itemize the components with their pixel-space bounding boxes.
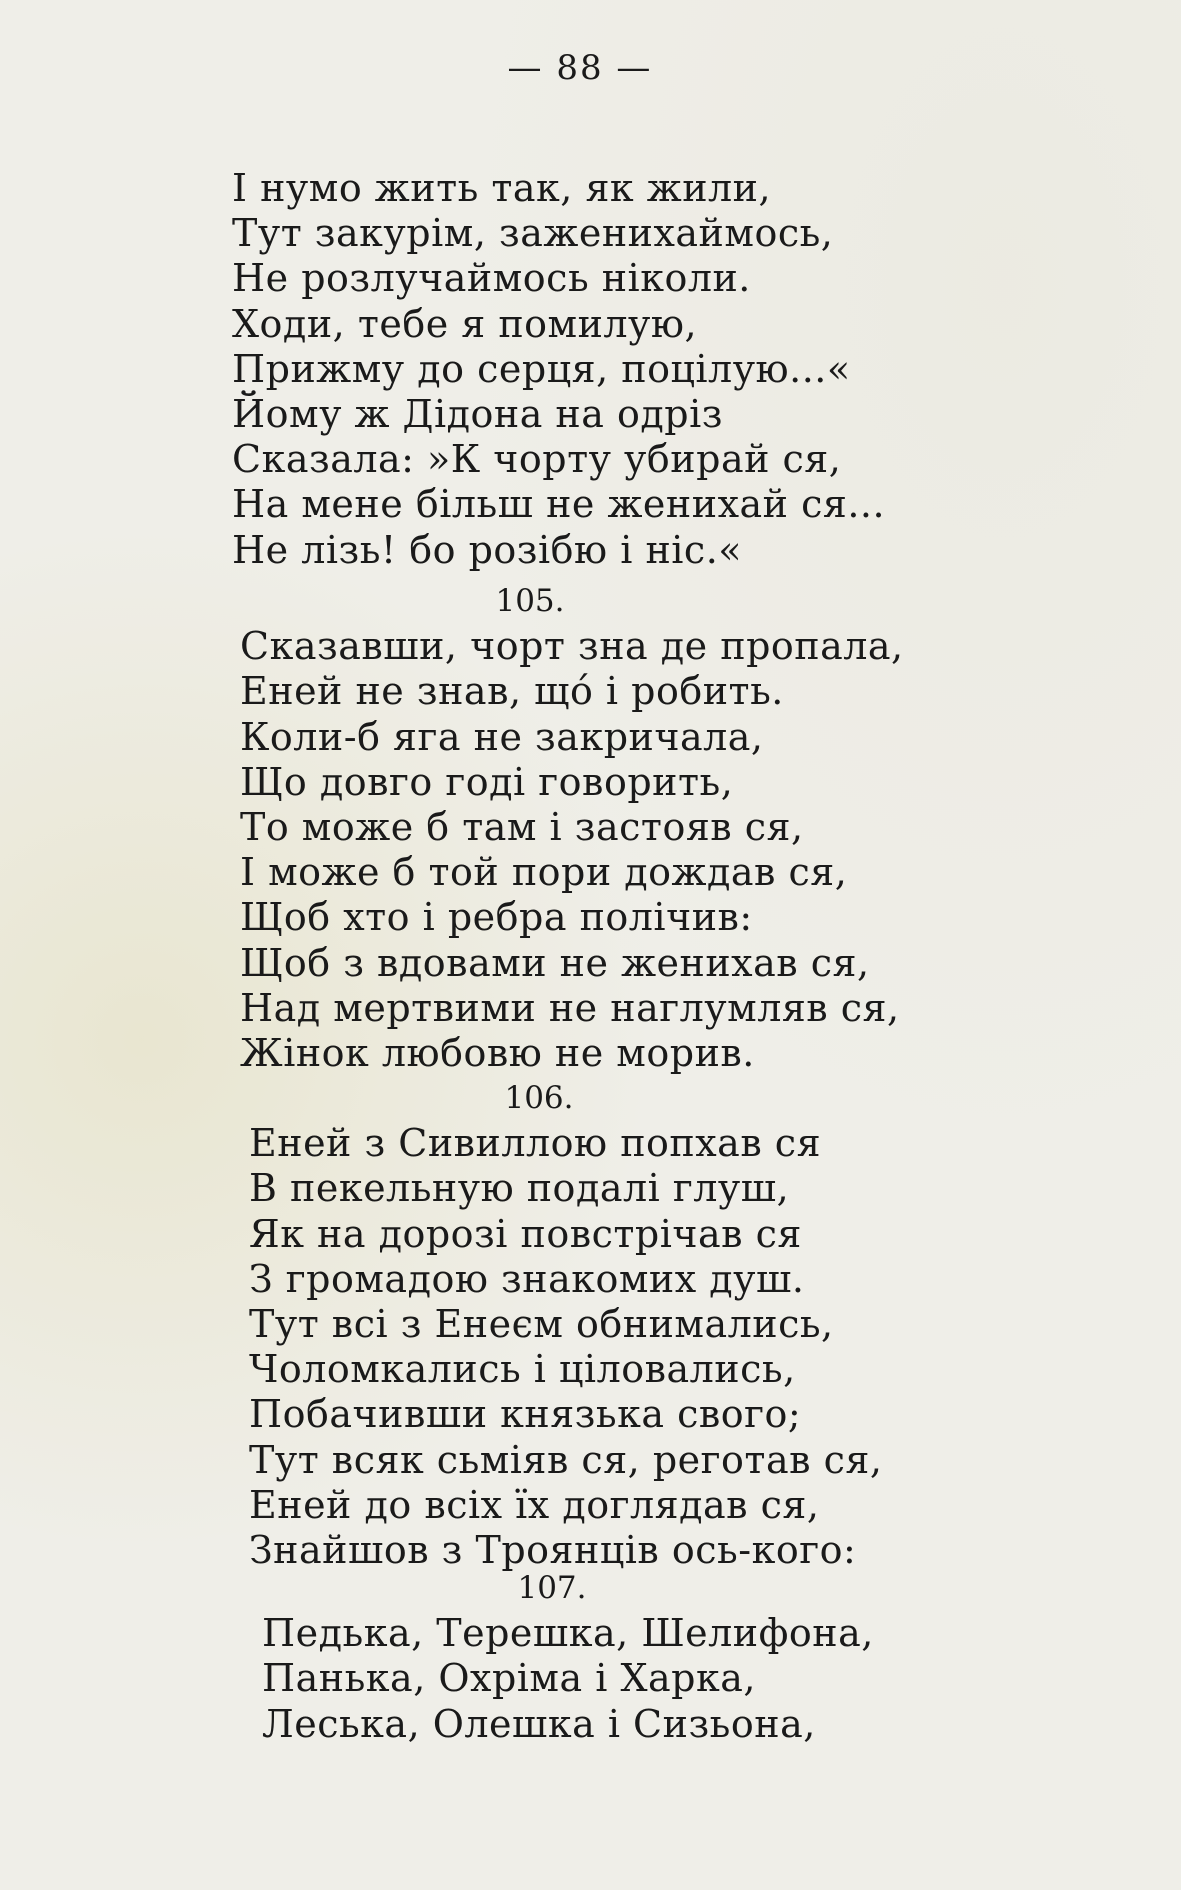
stanza-number: 107. bbox=[517, 1570, 587, 1606]
stanza-number: 106. bbox=[504, 1080, 574, 1116]
verse-line: В пекельную подалі глуш, bbox=[249, 1166, 790, 1211]
verse-line: Що довго годі говорить, bbox=[240, 759, 734, 804]
verse-line: Тут всяк сьміяв ся, реготав ся, bbox=[249, 1437, 883, 1482]
verse-line: Знайшов з Троянців ось-кого: bbox=[249, 1527, 857, 1572]
verse-line: Як на дорозі повстрічав ся bbox=[249, 1211, 802, 1256]
verse-line: З громадою знакомих душ. bbox=[249, 1256, 805, 1301]
verse-line: Еней до всіх їх доглядав ся, bbox=[249, 1482, 820, 1527]
verse-line: Еней не знав, щó і робить. bbox=[240, 669, 784, 714]
verse-line: Сказавши, чорт зна де пропала, bbox=[240, 624, 904, 669]
verse-line: Не розлучаймось ніколи. bbox=[232, 256, 751, 301]
verse-line: Над мертвими не наглумляв ся, bbox=[240, 985, 900, 1030]
verse-line: Педька, Терешка, Шелифона, bbox=[262, 1611, 874, 1656]
verse-line: Не лізь! бо розібю і ніс.« bbox=[232, 527, 743, 572]
page-number: — 88 — bbox=[507, 48, 653, 88]
verse-line: Щоб хто і ребра полічив: bbox=[240, 895, 753, 940]
verse-line: І нумо жить так, як жили, bbox=[232, 166, 772, 210]
verse-line: Панька, Охріма і Харка, bbox=[262, 1656, 756, 1701]
verse-block-continuation bbox=[232, 166, 1052, 573]
verse-line: Коли-б яга не закричала, bbox=[240, 714, 764, 759]
verse-line: На мене більш не женихай ся... bbox=[232, 482, 886, 527]
verse-line: Тут всі з Енеєм обнимались, bbox=[249, 1301, 834, 1346]
verse-line: Чоломкались і ціловались, bbox=[249, 1347, 796, 1392]
verse-line: Сказала: »К чорту убирай ся, bbox=[232, 437, 842, 482]
verse-line: Тут закурім, заженихаймось, bbox=[232, 211, 834, 256]
stanza-107 bbox=[262, 1566, 1082, 1747]
verse-line: Жінок любовю не морив. bbox=[240, 1030, 755, 1075]
verse-line: Еней з Сивиллою попхав ся bbox=[249, 1121, 822, 1166]
stanza-106 bbox=[249, 1076, 1069, 1573]
verse-line: Побачивши князька свого; bbox=[249, 1392, 802, 1437]
verse-line: Йому ж Дідона на одріз bbox=[232, 391, 723, 436]
verse-line: Леська, Олешка і Сизьона, bbox=[262, 1701, 816, 1746]
verse-line: Ходи, тебе я помилую, bbox=[232, 301, 698, 346]
verse-line: Прижму до серця, поцілую...« bbox=[232, 346, 851, 391]
verse-line: Щоб з вдовами не женихав ся, bbox=[240, 940, 870, 985]
verse-line: То може б там і застояв ся, bbox=[240, 804, 804, 849]
stanza-number: 105. bbox=[495, 583, 565, 619]
stanza-105 bbox=[240, 579, 1060, 1076]
verse-line: І може б той пори дождав ся, bbox=[240, 850, 848, 895]
